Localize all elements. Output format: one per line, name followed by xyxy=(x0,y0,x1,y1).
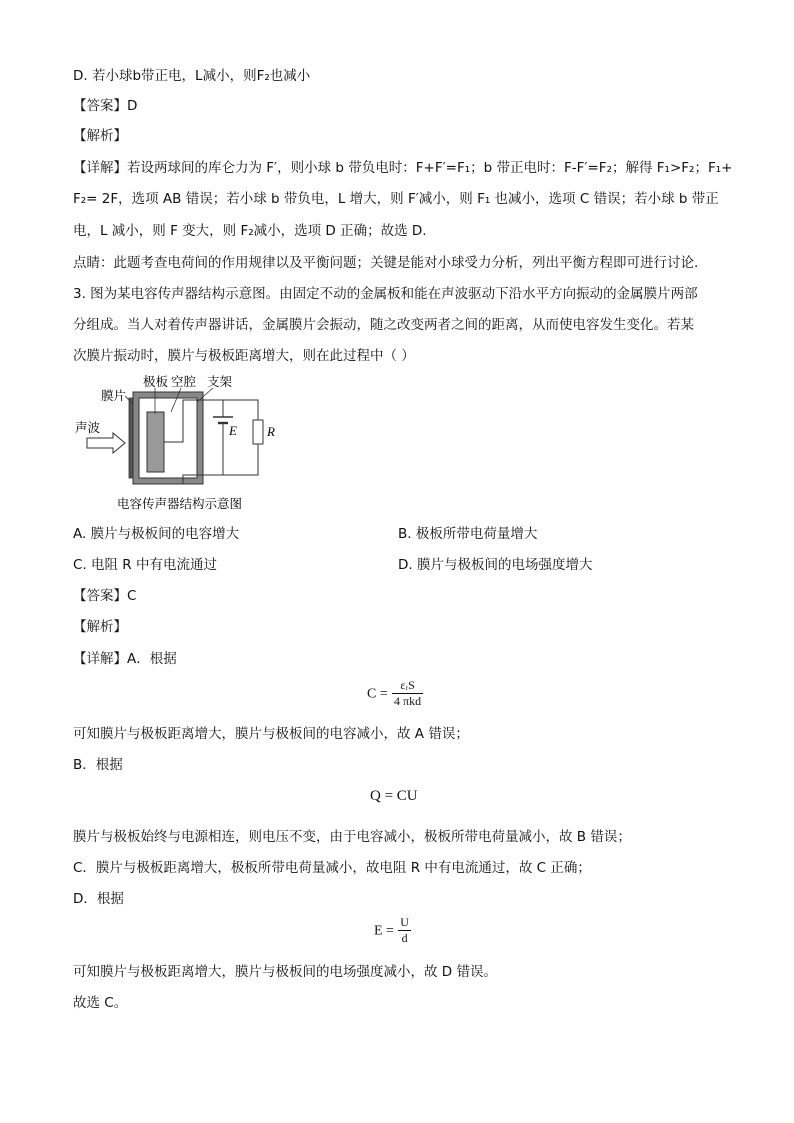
label-E: E xyxy=(229,423,237,438)
field-numerator: U xyxy=(400,915,409,929)
detail-label-2: 【详解】 xyxy=(73,651,127,667)
answer-line xyxy=(73,586,136,606)
label-cavity: 空腔 xyxy=(171,374,197,389)
option-a: A. 膜片与极板间的电容增大 xyxy=(73,526,240,542)
capacitor-microphone-diagram xyxy=(73,372,283,517)
figure-caption: 电容传声器结构示意图 xyxy=(117,496,243,511)
capacitance-fraction xyxy=(392,678,423,709)
answer-value: D xyxy=(127,98,138,114)
field-denominator: d xyxy=(401,931,408,945)
detail-text-1: 若设两球间的库仑力为 F′，则小球 b 带负电时：F+F′=F₁；b 带正电时：F-F′=F₂；解得 F₁>F₂；F₁+ xyxy=(127,160,733,176)
membrane xyxy=(129,398,133,478)
detail-label: 【详解】 xyxy=(73,160,127,176)
answer-label: 【答案】 xyxy=(73,98,127,114)
capacitance-equation xyxy=(367,678,423,709)
question-3-line-1: 3. 图为某电容传声器结构示意图。由固定不动的金属板和能在声波驱动下沿水平方向振动的金属膜片两部 xyxy=(73,286,698,302)
capacitance-numerator: εᵣS xyxy=(392,678,423,694)
option-b: B. 极板所带电荷量增大 xyxy=(398,526,538,542)
capacitance-denominator: 4 πkd xyxy=(394,694,422,708)
after-b-line: 膜片与极板始终与电源相连，则电压不变，由于电容减小，极板所带电荷量减小，故 B 错误； xyxy=(73,829,631,845)
after-a-line: 可知膜片与极板距离增大，膜片与极板间的电容减小，故 A 错误； xyxy=(73,726,469,742)
sound-arrow-icon xyxy=(87,433,125,453)
answer-previous xyxy=(73,96,137,116)
field-equation xyxy=(374,915,411,946)
after-d-line: 可知膜片与极板距离增大，膜片与极板间的电场强度减小，故 D 错误。 xyxy=(73,964,497,980)
tip-line: 点睛：此题考查电荷间的作用规律以及平衡问题；关键是能对小球受力分析，列出平衡方程即可进行讨论. xyxy=(73,255,699,271)
resistor xyxy=(253,420,263,444)
answer-label: 【答案】 xyxy=(73,588,127,604)
detail-b-head: B．根据 xyxy=(73,757,123,773)
option-c: C. 电阻 R 中有电流通过 xyxy=(73,557,217,573)
charge-equation: Q = CU xyxy=(370,788,418,804)
label-plate: 极板 xyxy=(143,374,169,389)
label-bracket: 支架 xyxy=(207,374,233,389)
detail-line-2: F₂= 2F，选项 AB 错误；若小球 b 带负电，L 增大，则 F′减小，则 F₁ 也减小，选项 C 错误；若小球 b 带正 xyxy=(73,191,719,207)
label-R: R xyxy=(267,424,275,439)
detail-a-text: A．根据 xyxy=(127,651,177,667)
field-lhs: E = xyxy=(374,923,394,939)
detail-c-line: C．膜片与极板距离增大，极板所带电荷量减小，故电阻 R 中有电流通过，故 C 正确； xyxy=(73,860,591,876)
answer-value: C xyxy=(127,588,137,604)
detail-line-1 xyxy=(73,158,732,178)
question-3-line-3: 次膜片振动时，膜片与极板距离增大，则在此过程中（ ） xyxy=(73,348,415,364)
option-d-previous: D. 若小球b带正电，L减小，则F₂也减小 xyxy=(73,68,311,84)
capacitance-lhs: C = xyxy=(367,686,388,702)
label-sound: 声波 xyxy=(75,420,101,435)
detail-line-3: 电，L 减小，则 F 变大，则 F₂减小，选项 D 正确；故选 D. xyxy=(73,223,427,239)
analysis-label: 【解析】 xyxy=(73,128,127,144)
field-fraction xyxy=(398,915,411,946)
label-membrane: 膜片 xyxy=(101,388,127,403)
detail-d-head: D．根据 xyxy=(73,891,124,907)
option-d: D. 膜片与极板间的电场强度增大 xyxy=(398,557,593,573)
conclusion-line: 故选 C。 xyxy=(73,995,128,1011)
detail-a-line xyxy=(73,649,177,669)
question-3-line-2: 分组成。当人对着传声器讲话，金属膜片会振动，随之改变两者之间的距离，从而使电容发生变化。若某 xyxy=(73,317,694,333)
analysis-label-2: 【解析】 xyxy=(73,619,127,635)
metal-plate xyxy=(147,412,164,472)
